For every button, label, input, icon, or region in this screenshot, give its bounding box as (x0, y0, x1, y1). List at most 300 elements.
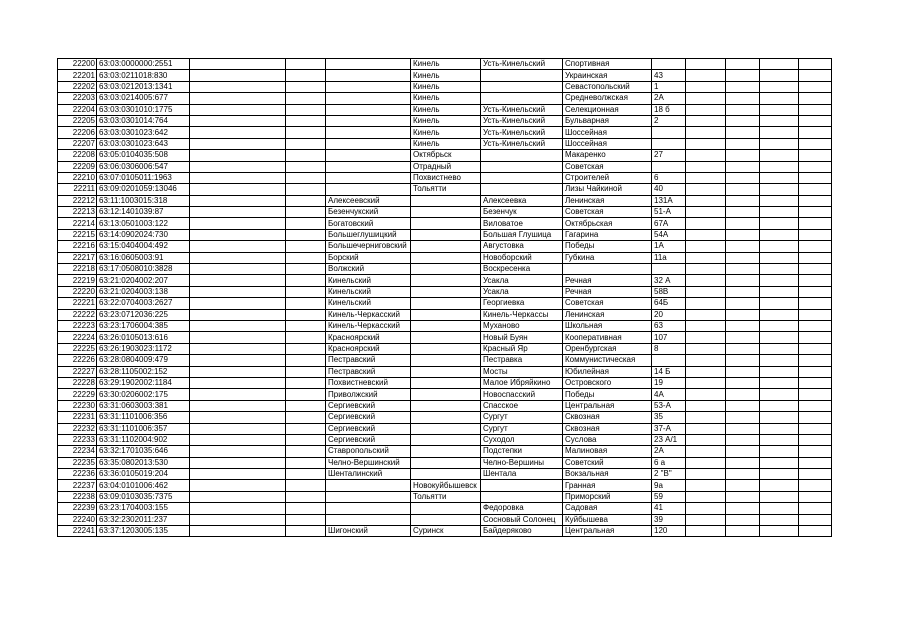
cell-street[interactable]: Победы (563, 389, 652, 400)
cell-street[interactable]: Октябрьская (563, 218, 652, 229)
cell-house[interactable] (652, 127, 686, 138)
cell-district[interactable]: Большеглушицкий (326, 229, 411, 240)
cell-col-c[interactable] (190, 138, 286, 149)
cell-house[interactable] (652, 161, 686, 172)
cell-city[interactable] (411, 309, 481, 320)
cell-settlement[interactable]: Усть-Кинельский (481, 104, 563, 115)
cell-col-l[interactable] (760, 389, 799, 400)
cell-district[interactable]: Шигонский (326, 526, 411, 537)
cell-row-number[interactable]: 22220 (58, 286, 97, 297)
cell-house[interactable]: 63 (652, 320, 686, 331)
cell-settlement[interactable]: Байдеряково (481, 526, 563, 537)
cell-row-number[interactable]: 22223 (58, 320, 97, 331)
cell-settlement[interactable]: Сургут (481, 412, 563, 423)
cell-settlement[interactable]: Федоровка (481, 503, 563, 514)
cell-street[interactable]: Шоссейная (563, 138, 652, 149)
cell-street[interactable]: Речная (563, 275, 652, 286)
cell-col-c[interactable] (190, 184, 286, 195)
cell-col-l[interactable] (760, 469, 799, 480)
cell-col-d[interactable] (286, 127, 326, 138)
cell-settlement[interactable]: Воскресенка (481, 264, 563, 275)
cell-street[interactable]: Строителей (563, 172, 652, 183)
cell-col-d[interactable] (286, 241, 326, 252)
cell-col-d[interactable] (286, 355, 326, 366)
cell-col-c[interactable] (190, 241, 286, 252)
cell-col-j[interactable] (686, 457, 726, 468)
cell-row-number[interactable]: 22224 (58, 332, 97, 343)
cell-col-d[interactable] (286, 491, 326, 502)
cell-col-l[interactable] (760, 81, 799, 92)
cell-cadastral-number[interactable]: 63:31:1102004:902 (97, 434, 190, 445)
cell-settlement[interactable]: Красный Яр (481, 343, 563, 354)
cell-district[interactable] (326, 104, 411, 115)
cell-col-c[interactable] (190, 320, 286, 331)
cell-house[interactable]: 27 (652, 150, 686, 161)
cell-house[interactable]: 54А (652, 229, 686, 240)
cell-col-k[interactable] (726, 309, 760, 320)
cell-col-l[interactable] (760, 93, 799, 104)
cell-row-number[interactable]: 22203 (58, 93, 97, 104)
cell-street[interactable]: Севастопольский (563, 81, 652, 92)
cell-col-d[interactable] (286, 514, 326, 525)
cell-city[interactable] (411, 514, 481, 525)
cell-city[interactable]: Кинель (411, 104, 481, 115)
cell-house[interactable] (652, 138, 686, 149)
cell-district[interactable] (326, 480, 411, 491)
cell-col-d[interactable] (286, 469, 326, 480)
cell-col-c[interactable] (190, 309, 286, 320)
cell-col-c[interactable] (190, 81, 286, 92)
cell-city[interactable] (411, 377, 481, 388)
cell-street[interactable]: Гранная (563, 480, 652, 491)
cell-street[interactable]: Ленинская (563, 195, 652, 206)
cell-col-l[interactable] (760, 526, 799, 537)
cell-house[interactable]: 11а (652, 252, 686, 263)
cell-row-number[interactable]: 22205 (58, 115, 97, 126)
cell-col-d[interactable] (286, 184, 326, 195)
cell-district[interactable] (326, 150, 411, 161)
cell-city[interactable]: Суринск (411, 526, 481, 537)
cell-col-k[interactable] (726, 423, 760, 434)
cell-row-number[interactable]: 22202 (58, 81, 97, 92)
cell-city[interactable] (411, 366, 481, 377)
cell-city[interactable] (411, 400, 481, 411)
cell-cadastral-number[interactable]: 63:31:1101006:357 (97, 423, 190, 434)
cell-col-m[interactable] (799, 514, 832, 525)
cell-street[interactable]: Лизы Чайкиной (563, 184, 652, 195)
cell-col-k[interactable] (726, 150, 760, 161)
cell-house[interactable]: 37-А (652, 423, 686, 434)
cell-city[interactable] (411, 241, 481, 252)
cell-row-number[interactable]: 22226 (58, 355, 97, 366)
cell-district[interactable]: Сергиевский (326, 423, 411, 434)
cell-col-m[interactable] (799, 161, 832, 172)
cell-col-j[interactable] (686, 491, 726, 502)
cell-col-k[interactable] (726, 400, 760, 411)
cell-col-c[interactable] (190, 70, 286, 81)
cell-settlement[interactable]: Безенчук (481, 207, 563, 218)
cell-col-m[interactable] (799, 469, 832, 480)
cell-city[interactable] (411, 412, 481, 423)
cell-street[interactable]: Сквозная (563, 423, 652, 434)
cell-col-d[interactable] (286, 343, 326, 354)
cell-street[interactable]: Средневолжская (563, 93, 652, 104)
cell-col-m[interactable] (799, 81, 832, 92)
cell-col-j[interactable] (686, 115, 726, 126)
cell-street[interactable]: Селекционная (563, 104, 652, 115)
cell-street[interactable]: Ленинская (563, 309, 652, 320)
cell-street[interactable]: Речная (563, 286, 652, 297)
cell-district[interactable]: Кинель-Черкасский (326, 320, 411, 331)
cell-col-m[interactable] (799, 480, 832, 491)
cell-house[interactable]: 4А (652, 389, 686, 400)
cell-settlement[interactable]: Мосты (481, 366, 563, 377)
cell-col-l[interactable] (760, 207, 799, 218)
cell-col-l[interactable] (760, 59, 799, 70)
cell-row-number[interactable]: 22225 (58, 343, 97, 354)
cell-district[interactable]: Ставропольский (326, 446, 411, 457)
cell-cadastral-number[interactable]: 63:35:0802013:530 (97, 457, 190, 468)
cell-col-m[interactable] (799, 150, 832, 161)
cell-row-number[interactable]: 22230 (58, 400, 97, 411)
cell-district[interactable]: Кинельский (326, 298, 411, 309)
cell-col-l[interactable] (760, 195, 799, 206)
cell-col-m[interactable] (799, 104, 832, 115)
cell-cadastral-number[interactable]: 63:21:0204003:138 (97, 286, 190, 297)
cell-col-c[interactable] (190, 127, 286, 138)
cell-cadastral-number[interactable]: 63:04:0101006:462 (97, 480, 190, 491)
cell-col-l[interactable] (760, 320, 799, 331)
cell-row-number[interactable]: 22240 (58, 514, 97, 525)
cell-city[interactable] (411, 355, 481, 366)
cell-col-k[interactable] (726, 127, 760, 138)
cell-street[interactable]: Украинская (563, 70, 652, 81)
cell-col-k[interactable] (726, 412, 760, 423)
cell-district[interactable]: Богатовский (326, 218, 411, 229)
cell-city[interactable] (411, 229, 481, 240)
cell-col-k[interactable] (726, 377, 760, 388)
cell-col-m[interactable] (799, 332, 832, 343)
cell-house[interactable]: 8 (652, 343, 686, 354)
cell-col-l[interactable] (760, 423, 799, 434)
cell-col-l[interactable] (760, 309, 799, 320)
cell-street[interactable]: Советский (563, 457, 652, 468)
cell-city[interactable] (411, 195, 481, 206)
cell-col-l[interactable] (760, 457, 799, 468)
cell-col-k[interactable] (726, 343, 760, 354)
cell-col-l[interactable] (760, 184, 799, 195)
cell-col-m[interactable] (799, 218, 832, 229)
cell-col-k[interactable] (726, 275, 760, 286)
cell-district[interactable]: Большечерниговский (326, 241, 411, 252)
cell-col-m[interactable] (799, 309, 832, 320)
cell-col-l[interactable] (760, 366, 799, 377)
cell-cadastral-number[interactable]: 63:09:0103035:7375 (97, 491, 190, 502)
cell-house[interactable]: 14 Б (652, 366, 686, 377)
cell-cadastral-number[interactable]: 63:03:0212013:1341 (97, 81, 190, 92)
cell-district[interactable]: Шенталинский (326, 469, 411, 480)
cell-col-d[interactable] (286, 412, 326, 423)
cell-settlement[interactable]: Новый Буян (481, 332, 563, 343)
cell-settlement[interactable]: Новоспасский (481, 389, 563, 400)
cell-col-j[interactable] (686, 355, 726, 366)
cell-street[interactable]: Куйбышева (563, 514, 652, 525)
cell-row-number[interactable]: 22214 (58, 218, 97, 229)
cell-district[interactable] (326, 59, 411, 70)
cell-cadastral-number[interactable]: 63:36:0105019:204 (97, 469, 190, 480)
cell-col-j[interactable] (686, 514, 726, 525)
cell-col-k[interactable] (726, 480, 760, 491)
cell-district[interactable]: Красноярский (326, 332, 411, 343)
cell-col-k[interactable] (726, 229, 760, 240)
cell-district[interactable]: Безенчукский (326, 207, 411, 218)
cell-col-l[interactable] (760, 138, 799, 149)
cell-col-k[interactable] (726, 355, 760, 366)
cell-district[interactable]: Пестравский (326, 366, 411, 377)
cell-cadastral-number[interactable]: 63:28:1105002:152 (97, 366, 190, 377)
cell-cadastral-number[interactable]: 63:15:0404004:492 (97, 241, 190, 252)
cell-row-number[interactable]: 22237 (58, 480, 97, 491)
cell-col-c[interactable] (190, 252, 286, 263)
cell-col-m[interactable] (799, 115, 832, 126)
cell-street[interactable]: Юбилейная (563, 366, 652, 377)
cell-street[interactable]: Школьная (563, 320, 652, 331)
cell-district[interactable] (326, 127, 411, 138)
cell-settlement[interactable] (481, 161, 563, 172)
cell-col-k[interactable] (726, 161, 760, 172)
cell-col-k[interactable] (726, 59, 760, 70)
cell-col-c[interactable] (190, 355, 286, 366)
cell-col-d[interactable] (286, 320, 326, 331)
cell-col-k[interactable] (726, 218, 760, 229)
cell-col-m[interactable] (799, 298, 832, 309)
cell-col-c[interactable] (190, 480, 286, 491)
cell-col-j[interactable] (686, 218, 726, 229)
cell-col-l[interactable] (760, 434, 799, 445)
cell-col-c[interactable] (190, 491, 286, 502)
cell-col-c[interactable] (190, 366, 286, 377)
cell-col-c[interactable] (190, 59, 286, 70)
cell-house[interactable]: 120 (652, 526, 686, 537)
cell-col-m[interactable] (799, 526, 832, 537)
cell-row-number[interactable]: 22217 (58, 252, 97, 263)
cell-col-m[interactable] (799, 343, 832, 354)
cell-city[interactable] (411, 252, 481, 263)
cell-row-number[interactable]: 22236 (58, 469, 97, 480)
cell-cadastral-number[interactable]: 63:13:0501003:122 (97, 218, 190, 229)
cell-street[interactable]: Советская (563, 298, 652, 309)
cell-col-k[interactable] (726, 491, 760, 502)
cell-street[interactable]: Кооперативная (563, 332, 652, 343)
cell-row-number[interactable]: 22215 (58, 229, 97, 240)
cell-col-j[interactable] (686, 93, 726, 104)
cell-cadastral-number[interactable]: 63:03:0301014:764 (97, 115, 190, 126)
cell-settlement[interactable]: Усть-Кинельский (481, 138, 563, 149)
cell-col-c[interactable] (190, 332, 286, 343)
cell-col-l[interactable] (760, 286, 799, 297)
cell-house[interactable]: 23 А/1 (652, 434, 686, 445)
cell-col-d[interactable] (286, 70, 326, 81)
cell-col-c[interactable] (190, 400, 286, 411)
cell-col-l[interactable] (760, 400, 799, 411)
cell-col-c[interactable] (190, 412, 286, 423)
cell-row-number[interactable]: 22212 (58, 195, 97, 206)
cell-row-number[interactable]: 22234 (58, 446, 97, 457)
cell-col-l[interactable] (760, 412, 799, 423)
cell-district[interactable]: Приволжский (326, 389, 411, 400)
cell-col-d[interactable] (286, 218, 326, 229)
cell-settlement[interactable]: Подстепки (481, 446, 563, 457)
cell-settlement[interactable] (481, 93, 563, 104)
cell-col-d[interactable] (286, 252, 326, 263)
cell-city[interactable] (411, 343, 481, 354)
cell-district[interactable] (326, 161, 411, 172)
cell-col-l[interactable] (760, 218, 799, 229)
cell-cadastral-number[interactable]: 63:03:0301010:1775 (97, 104, 190, 115)
cell-house[interactable]: 19 (652, 377, 686, 388)
cell-col-m[interactable] (799, 503, 832, 514)
cell-settlement[interactable]: Челно-Вершины (481, 457, 563, 468)
cell-col-j[interactable] (686, 309, 726, 320)
cell-district[interactable]: Сергиевский (326, 412, 411, 423)
cell-cadastral-number[interactable]: 63:03:0214005:677 (97, 93, 190, 104)
cell-city[interactable]: Кинель (411, 81, 481, 92)
cell-col-d[interactable] (286, 172, 326, 183)
cell-col-j[interactable] (686, 332, 726, 343)
cell-col-m[interactable] (799, 320, 832, 331)
cell-street[interactable] (563, 264, 652, 275)
cell-street[interactable]: Сквозная (563, 412, 652, 423)
cell-district[interactable]: Алексеевский (326, 195, 411, 206)
cell-col-l[interactable] (760, 161, 799, 172)
cell-col-d[interactable] (286, 195, 326, 206)
cell-cadastral-number[interactable]: 63:28:0804009:479 (97, 355, 190, 366)
cell-settlement[interactable] (481, 172, 563, 183)
cell-row-number[interactable]: 22210 (58, 172, 97, 183)
cell-house[interactable]: 2 (652, 115, 686, 126)
cell-district[interactable] (326, 138, 411, 149)
cell-district[interactable] (326, 93, 411, 104)
cell-cadastral-number[interactable]: 63:32:1701035:646 (97, 446, 190, 457)
cell-street[interactable]: Вокзальная (563, 469, 652, 480)
cell-col-j[interactable] (686, 70, 726, 81)
cell-settlement[interactable] (481, 70, 563, 81)
cell-district[interactable]: Кинельский (326, 286, 411, 297)
cell-col-m[interactable] (799, 172, 832, 183)
cell-col-k[interactable] (726, 172, 760, 183)
cell-col-k[interactable] (726, 320, 760, 331)
cell-city[interactable] (411, 469, 481, 480)
cell-col-c[interactable] (190, 434, 286, 445)
cell-col-k[interactable] (726, 457, 760, 468)
cell-col-m[interactable] (799, 241, 832, 252)
cell-col-j[interactable] (686, 184, 726, 195)
cell-settlement[interactable]: Усакла (481, 275, 563, 286)
cell-col-m[interactable] (799, 491, 832, 502)
cell-settlement[interactable]: Пестравка (481, 355, 563, 366)
cell-settlement[interactable] (481, 150, 563, 161)
cell-settlement[interactable]: Малое Ибряйкино (481, 377, 563, 388)
cell-col-d[interactable] (286, 423, 326, 434)
cell-col-k[interactable] (726, 104, 760, 115)
cell-col-j[interactable] (686, 320, 726, 331)
cell-col-c[interactable] (190, 286, 286, 297)
cell-cadastral-number[interactable]: 63:26:1903023:1172 (97, 343, 190, 354)
cell-col-j[interactable] (686, 161, 726, 172)
cell-settlement[interactable]: Усть-Кинельский (481, 127, 563, 138)
cell-row-number[interactable]: 22207 (58, 138, 97, 149)
cell-district[interactable]: Борский (326, 252, 411, 263)
cell-house[interactable] (652, 264, 686, 275)
cell-col-k[interactable] (726, 526, 760, 537)
cell-col-k[interactable] (726, 184, 760, 195)
cell-col-l[interactable] (760, 491, 799, 502)
cell-district[interactable] (326, 70, 411, 81)
cell-house[interactable]: 43 (652, 70, 686, 81)
cell-col-m[interactable] (799, 93, 832, 104)
cell-col-d[interactable] (286, 286, 326, 297)
cell-col-k[interactable] (726, 93, 760, 104)
cell-col-c[interactable] (190, 195, 286, 206)
cell-col-k[interactable] (726, 366, 760, 377)
cell-col-d[interactable] (286, 446, 326, 457)
cell-house[interactable] (652, 355, 686, 366)
cell-col-m[interactable] (799, 70, 832, 81)
cell-col-l[interactable] (760, 275, 799, 286)
cell-col-c[interactable] (190, 275, 286, 286)
cell-settlement[interactable]: Сосновый Солонец (481, 514, 563, 525)
cell-col-c[interactable] (190, 229, 286, 240)
cell-col-d[interactable] (286, 207, 326, 218)
cell-col-l[interactable] (760, 343, 799, 354)
cell-city[interactable]: Кинель (411, 93, 481, 104)
cell-row-number[interactable]: 22222 (58, 309, 97, 320)
cell-col-k[interactable] (726, 264, 760, 275)
cell-col-l[interactable] (760, 241, 799, 252)
cell-city[interactable] (411, 446, 481, 457)
cell-settlement[interactable]: Алексеевка (481, 195, 563, 206)
cell-col-j[interactable] (686, 275, 726, 286)
cell-col-d[interactable] (286, 377, 326, 388)
cell-col-j[interactable] (686, 480, 726, 491)
cell-col-d[interactable] (286, 150, 326, 161)
cell-cadastral-number[interactable]: 63:31:0603003:381 (97, 400, 190, 411)
cell-street[interactable]: Шоссейная (563, 127, 652, 138)
cell-col-l[interactable] (760, 503, 799, 514)
cell-city[interactable] (411, 423, 481, 434)
cell-house[interactable]: 9а (652, 480, 686, 491)
cell-cadastral-number[interactable]: 63:03:0301023:642 (97, 127, 190, 138)
cell-city[interactable] (411, 389, 481, 400)
cell-house[interactable]: 39 (652, 514, 686, 525)
cell-district[interactable] (326, 514, 411, 525)
cell-col-c[interactable] (190, 377, 286, 388)
cell-col-j[interactable] (686, 195, 726, 206)
cell-settlement[interactable]: Шентала (481, 469, 563, 480)
cell-row-number[interactable]: 22219 (58, 275, 97, 286)
cell-col-j[interactable] (686, 104, 726, 115)
cell-col-k[interactable] (726, 503, 760, 514)
cell-col-k[interactable] (726, 514, 760, 525)
cell-city[interactable] (411, 275, 481, 286)
cell-col-c[interactable] (190, 469, 286, 480)
cell-col-c[interactable] (190, 115, 286, 126)
cell-cadastral-number[interactable]: 63:05:0104035:508 (97, 150, 190, 161)
cell-col-l[interactable] (760, 172, 799, 183)
cell-row-number[interactable]: 22221 (58, 298, 97, 309)
cell-col-j[interactable] (686, 400, 726, 411)
cell-row-number[interactable]: 22231 (58, 412, 97, 423)
